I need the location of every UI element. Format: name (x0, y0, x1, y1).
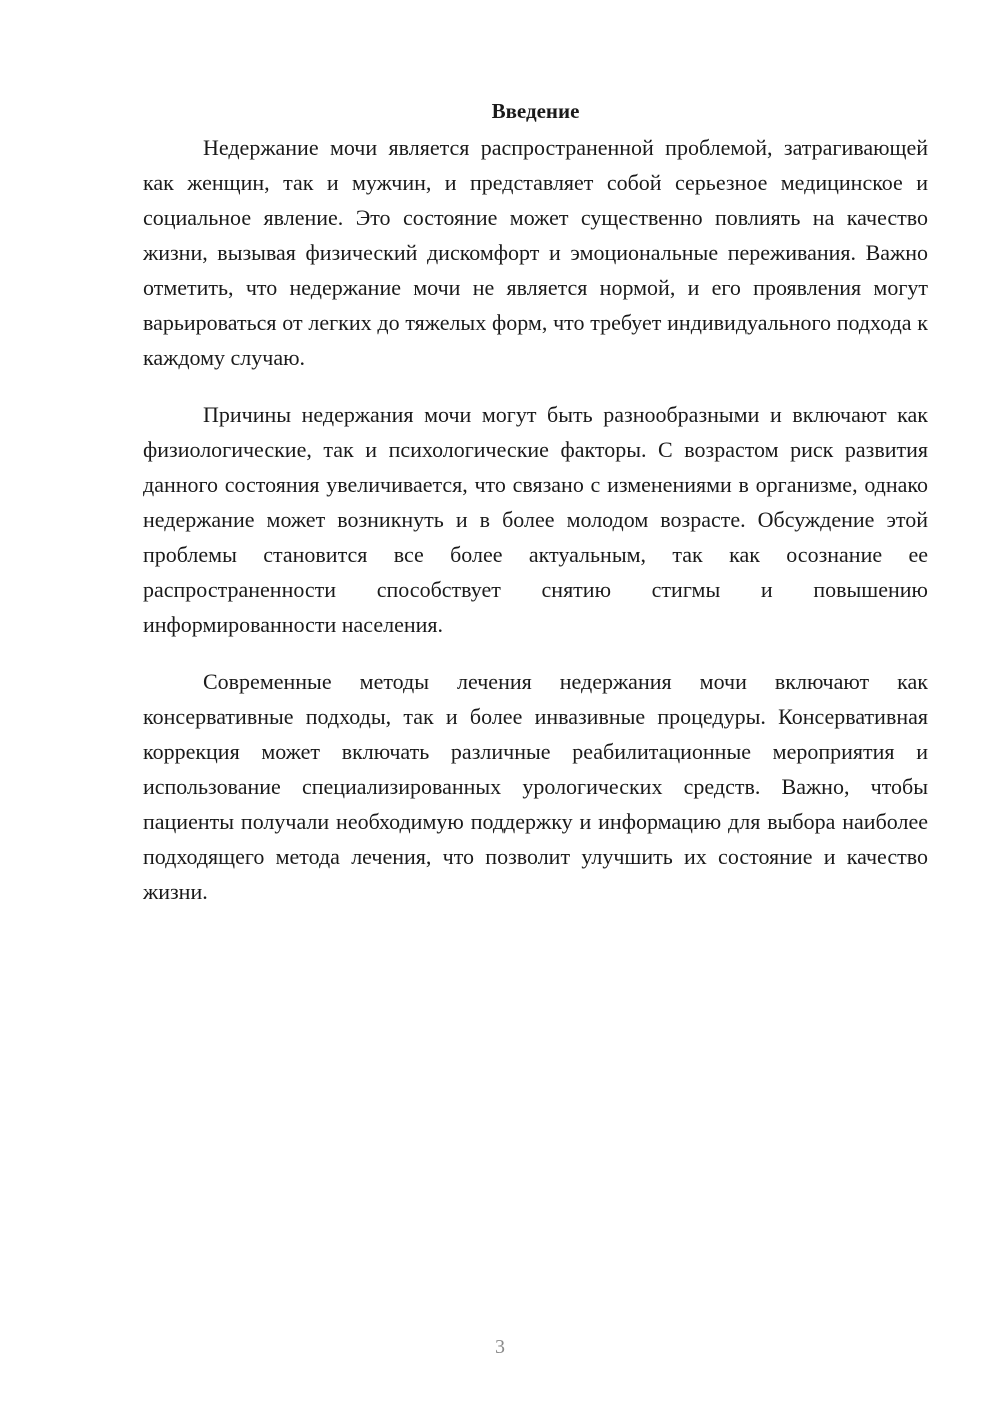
paragraph: Современные методы лечения недержания мочи включают как консервативные подходы, так и более инвазивные процедуры. Консервативная коррекция может включать различные реабилитационные мероприятия и использование специализированных урологических средств. Важно, чтобы пациенты получали необходимую поддержку и информацию для выбора наиболее подходящего метода лечения, что позволит улучшить их состояние и качество жизни. (143, 669, 928, 904)
paragraph: Причины недержания мочи могут быть разнообразными и включают как физиологические, так и психологические факторы. С возрастом риск развития данного состояния увеличивается, что связано с изменениями в организме, однако недержание может возникнуть и в более молодом возрасте. Обсуждение этой проблемы становится все более актуальным, так как осознание ее распространенности способствует снятию стигмы и повышению информированности населения. (143, 402, 928, 637)
page-content (143, 96, 928, 931)
paragraph: Недержание мочи является распространенной проблемой, затрагивающей как женщин, так и мужчин, и представляет собой серьезное медицинское и социальное явление. Это состояние может существенно повлиять на качество жизни, вызывая физический дискомфорт и эмоциональные переживания. Важно отметить, что недержание мочи не является нормой, и его проявления могут варьироваться от легких до тяжелых форм, что требует индивидуального подхода к каждому случаю. (143, 135, 928, 370)
section-title: Введение (491, 99, 580, 123)
page-number: 3 (495, 1336, 505, 1358)
